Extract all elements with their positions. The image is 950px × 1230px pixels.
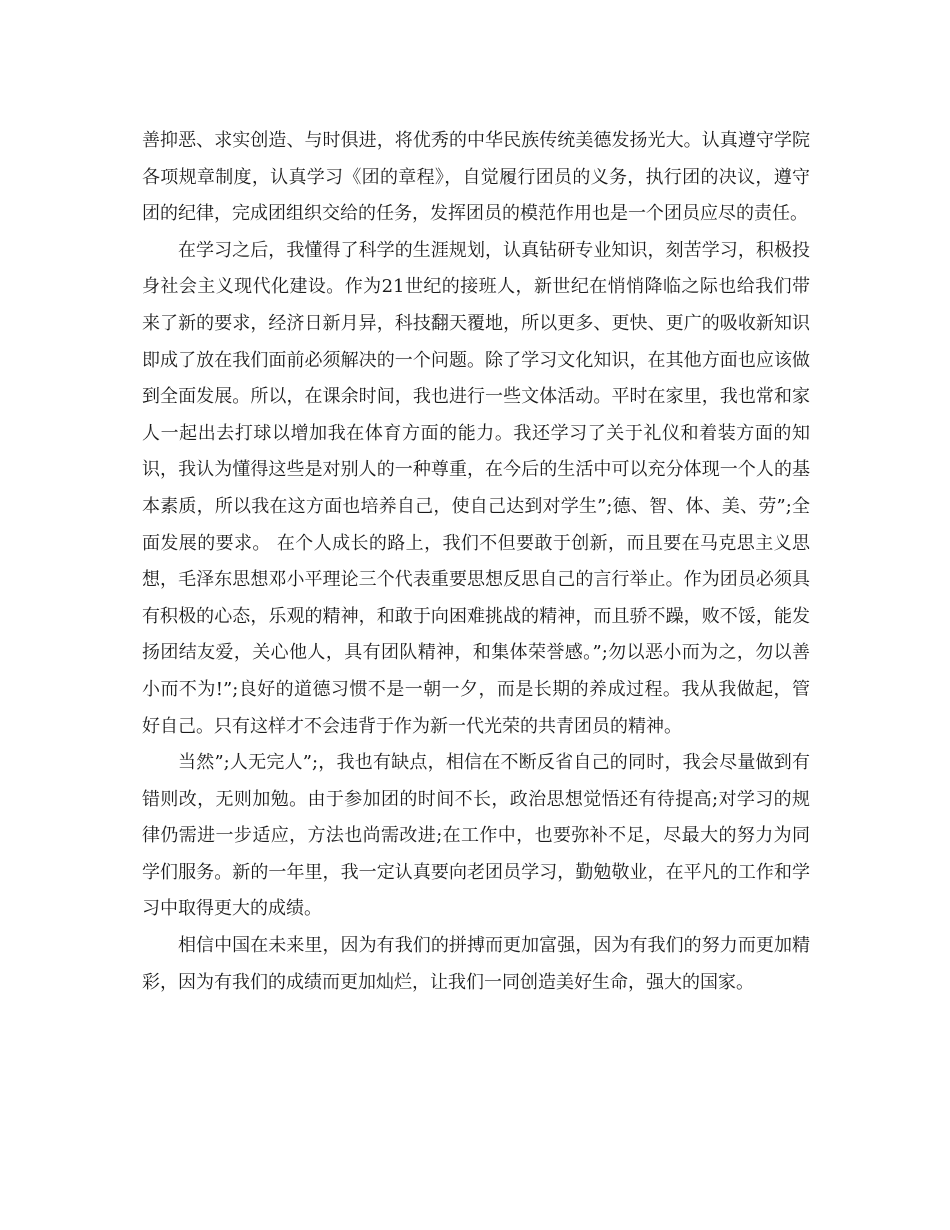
paragraph-1: 善抑恶、求实创造、与时俱进，将优秀的中华民族传统美德发扬光大。认真遵守学院各项规章制度，认真学习《团的章程》，自觉履行团员的义务，执行团的决议，遵守团的纪律，完成团组织交给的任务，发挥团员的模范作用也是一个团员应尽的责任。 (142, 130, 810, 225)
paragraph-3: 当然”;人无完人”;，我也有缺点，相信在不断反省自己的同时，我会尽量做到有错则改，无则加勉。由于参加团的时间不长，政治思想觉悟还有待提高;对学习的规律仍需进一步适应，方法也尚需改进;在工作中，也要弥补不足，尽最大的努力为同学们服务。新的一年里，我一定认真要向老团员学习，勤勉敬业，在平凡的工作和学习中取得更大的成绩。 (142, 752, 810, 920)
document-body (142, 123, 810, 1001)
paragraph-4: 相信中国在未来里，因为有我们的拼搏而更加富强，因为有我们的努力而更加精彩，因为有我们的成绩而更加灿烂，让我们一同创造美好生命，强大的国家。 (142, 935, 810, 993)
paragraph-2: 在学习之后，我懂得了科学的生涯规划，认真钻研专业知识，刻苦学习，积极投身社会主义现代化建设。作为21世纪的接班人，新世纪在悄悄降临之际也给我们带来了新的要求，经济日新月异，科技翻天覆地，所以更多、更快、更广的吸收新知识即成了放在我们面前必须解决的一个问题。除了学习文化知识，在其他方面也应该做到全面发展。所以，在课余时间，我也进行一些文体活动。平时在家里，我也常和家人一起出去打球以增加我在体育方面的能力。我还学习了关于礼仪和着装方面的知识，我认为懂得这些是对别人的一种尊重，在今后的生活中可以充分体现一个人的基本素质，所以我在这方面也培养自己，使自己达到对学生”;德、智、体、美、劳”;全面发展的要求。 在个人成长的路上，我们不但要敢于创新，而且要在马克思主义思想，毛泽东思想邓小平理论三个代表重要思想反思自己的言行举止。作为团员必须具有积极的心态，乐观的精神，和敢于向困难挑战的精神，而且骄不躁，败不馁，能发扬团结友爱，关心他人，具有团队精神，和集体荣誉感。”;勿以恶小而为之，勿以善小而不为!”;良好的道德习惯不是一朝一夕，而是长期的养成过程。我从我做起，管好自己。只有这样才不会违背于作为新一代光荣的共青团员的精神。 (142, 239, 810, 737)
